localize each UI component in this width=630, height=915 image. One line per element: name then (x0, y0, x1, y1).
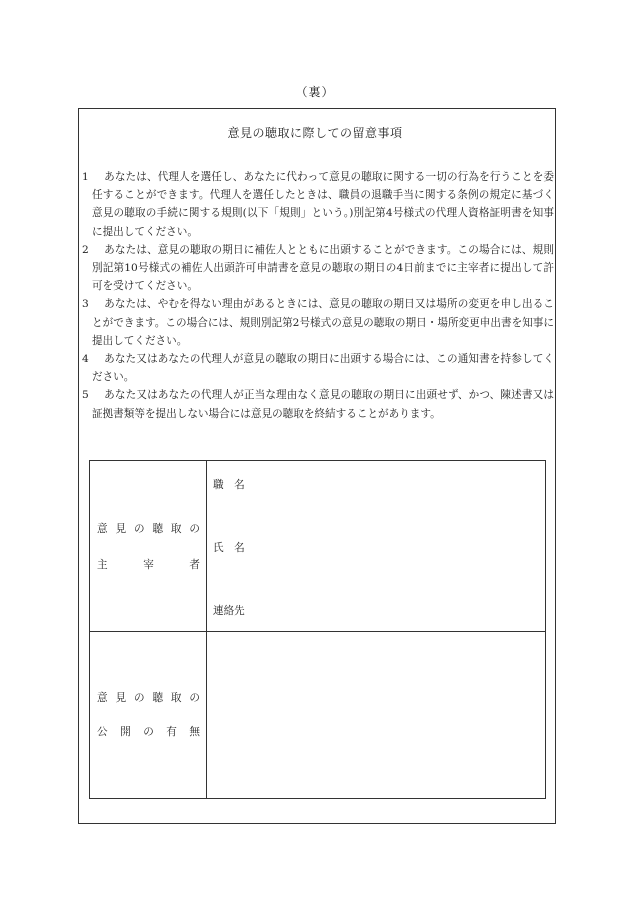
item-text: あなたは、代理人を選任し、あなたに代わって意見の聴取に関する一切の行為を行うことを委任することができます。代理人を選任したときは、職員の退職手当に関する条例の規定に基づく意見の聴取の手続に関する規則(以下「規則」という。)別記第4号様式の代理人資格証明書を知事に提出してください。 (92, 171, 554, 238)
item-text: あなた又はあなたの代理人が意見の聴取の期日に出頭する場合には、この通知書を持参してください。 (92, 353, 554, 384)
notice-items (82, 168, 554, 423)
notice-item (82, 350, 554, 386)
publicity-row (90, 632, 545, 798)
presider-label-line1: 意見の聴取の (97, 523, 200, 535)
item-number: 1 (82, 171, 89, 183)
presider-value-cell (207, 461, 545, 631)
hearing-info-table (89, 460, 546, 799)
publicity-label-line1: 意見の聴取の (97, 692, 200, 704)
notice-item (82, 295, 554, 350)
document-title: 意見の聴取に際しての留意事項 (227, 126, 403, 140)
item-text: あなたは、意見の聴取の期日に補佐人とともに出頭することができます。この場合には、規則別記第10号様式の補佐人出頭許可申請書を意見の聴取の期日の4日前までに主宰者に提出して許可を受けてください。 (92, 243, 554, 293)
publicity-label-cell (90, 632, 207, 798)
item-number: 2 (82, 243, 89, 256)
publicity-label-line2: 公開の有無 (97, 726, 200, 738)
publicity-value-cell[interactable] (207, 632, 545, 798)
presider-title-field: 職 名 (213, 479, 245, 491)
item-text: あなた又はあなたの代理人が正当な理由なく意見の聴取の期日に出頭せず、かつ、陳述書又は証拠書類等を提出しない場合には意見の聴取を終結することがあります。 (92, 389, 554, 420)
notice-item (82, 386, 554, 422)
presider-name-field: 氏 名 (213, 542, 245, 554)
item-number: 5 (82, 389, 89, 402)
notice-item (82, 168, 554, 241)
presider-row (90, 461, 545, 632)
presider-label-line2: 主宰者 (97, 559, 200, 571)
presider-contact-field: 連絡先 (213, 605, 245, 617)
notice-item (82, 241, 554, 296)
page-side-label: （裏） (295, 85, 335, 99)
item-number: 3 (82, 298, 89, 311)
presider-label-cell (90, 461, 207, 631)
item-text: あなたは、やむを得ない理由があるときには、意見の聴取の期日又は場所の変更を申し出ることができます。この場合には、規則別記第2号様式の意見の聴取の期日・場所変更申出書を知事に提出してください。 (92, 298, 554, 347)
item-number: 4 (82, 353, 89, 366)
